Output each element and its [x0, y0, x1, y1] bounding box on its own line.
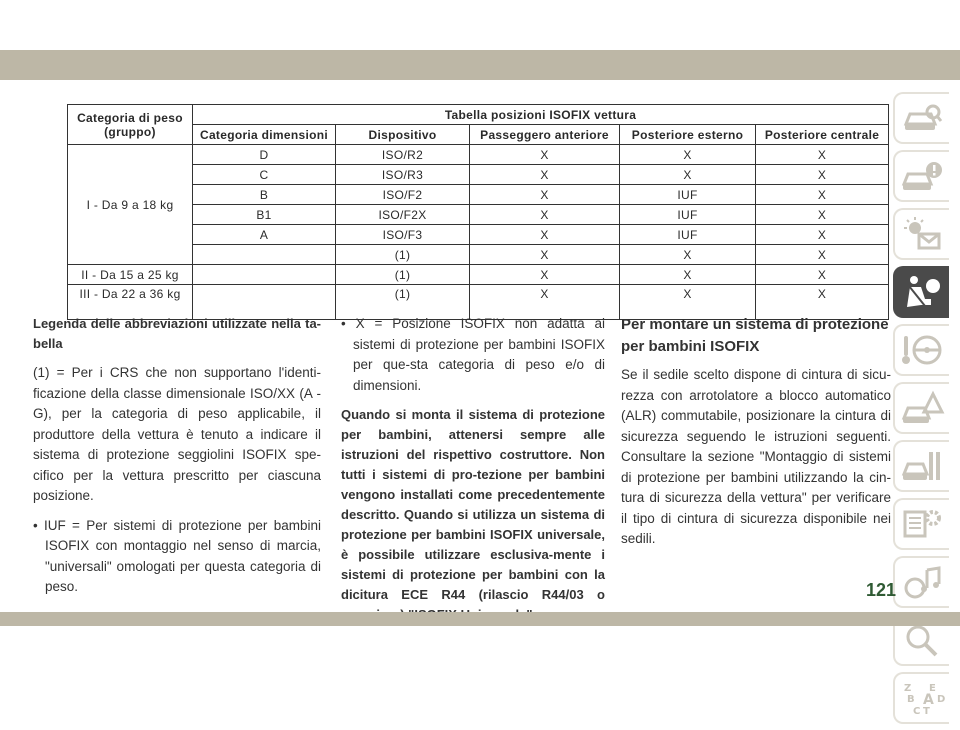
table-cell: (1)	[336, 265, 470, 285]
multimedia-icon[interactable]	[893, 556, 949, 608]
table-cell: X	[756, 225, 889, 245]
table-cell: X	[470, 185, 620, 205]
section-heading: Per montare un sistema di protezione per bambini ISOFIX	[621, 316, 889, 355]
table-cell: D	[193, 145, 336, 165]
table-cell: ISO/F2	[336, 185, 470, 205]
table-cell: X	[470, 265, 620, 285]
lights-message-icon[interactable]	[893, 208, 949, 260]
page-number: 121	[866, 580, 897, 600]
table-cell: IUF	[620, 185, 756, 205]
section-paragraph: Se il sedile scelto dispone di cintura di sicu-rezza con arrotolatore a blocco automatico (ALR) commutabile, posizionare la cintura di sicurezza seguendo le istruzioni seguenti. Consultare la sezione "Montaggio di sistemi di protezione per bambini utilizzando la cin-tura di sicurezza della vettura" per verificare il tipo di cintura di sicurezza disponibile nei sedili.	[621, 367, 891, 546]
col-header: Categoria dimensioni	[193, 125, 336, 145]
table-cell: X	[470, 225, 620, 245]
table-cell: (1)	[336, 245, 470, 265]
legend-x-bullet: • X = Posizione ISOFIX non adatta ai sistemi di protezione per bambini ISOFIX per que-sta categoria di peso e/o di dimensioni.	[341, 316, 605, 393]
table-cell: X	[756, 205, 889, 225]
table-row	[68, 265, 889, 285]
table-cell: X	[620, 285, 756, 320]
table-cell	[193, 265, 336, 285]
table-cell: ISO/F3	[336, 225, 470, 245]
roadside-warning-icon[interactable]	[893, 382, 949, 434]
header-band	[0, 50, 960, 80]
table-cell: X	[620, 145, 756, 165]
table-cell: (1)	[336, 285, 470, 320]
svg-text:C: C	[913, 706, 921, 717]
svg-text:T: T	[923, 706, 930, 717]
footer-band	[0, 612, 960, 626]
col-header: Passeggero anteriore	[470, 125, 620, 145]
index-alphabet-icon[interactable]	[893, 672, 949, 724]
group-label: III - Da 22 a 36 kg	[68, 285, 193, 320]
table-cell: X	[756, 185, 889, 205]
legend-heading: Legenda delle abbreviazioni utilizzate nella ta-bella	[33, 316, 321, 351]
table-row	[68, 145, 889, 165]
legend-iuf-bullet: • IUF = Per sistemi di protezione per bambini ISOFIX con montaggio nel senso di marcia, "universali" omologati per questa categoria di peso.	[33, 517, 321, 594]
table-cell: ISO/R2	[336, 145, 470, 165]
page-top-margin	[0, 0, 960, 50]
group-label: I - Da 9 a 18 kg	[68, 145, 193, 265]
table-cell: X	[756, 145, 889, 165]
table-cell: X	[620, 265, 756, 285]
column-left	[33, 314, 321, 607]
col-header: Posteriore esterno	[620, 125, 756, 145]
table-cell: A	[193, 225, 336, 245]
steering-key-icon[interactable]	[893, 324, 949, 376]
table-cell: IUF	[620, 225, 756, 245]
table-cell: X	[756, 165, 889, 185]
table-cell	[193, 245, 336, 265]
table-cell: X	[470, 245, 620, 265]
table-cell: X	[470, 205, 620, 225]
table-cell: B1	[193, 205, 336, 225]
seatbelt-airbag-icon[interactable]	[893, 266, 949, 318]
table-cell: X	[756, 265, 889, 285]
table-cell: X	[470, 285, 620, 320]
table-cell: X	[756, 245, 889, 265]
table-cell: X	[470, 145, 620, 165]
table-cell: ISO/R3	[336, 165, 470, 185]
table-cell: C	[193, 165, 336, 185]
table-cell: B	[193, 185, 336, 205]
car-warning-icon[interactable]	[893, 150, 949, 202]
table-cell: ISO/F2X	[336, 205, 470, 225]
legend-paragraph: (1) = Per i CRS che non supportano l'identi-ficazione della classe dimensionale ISO/XX (A - G), per la categoria di peso applicabile, il produttore della vettura è tenuto a indicare il sistema di protezione seggiolini ISOFIX spe-cifico per la vettura prescritto per ciascuna posizione.	[33, 365, 321, 503]
column-right	[621, 314, 891, 559]
warning-note: Quando si monta il sistema di protezione per bambini, attenersi sempre alle istruzioni del rispettivo costruttore. Non tutti i sistemi di pro-tezione per bambini vengono installati come precedentemente descritto. Quando si utilizza un sistema di protezione per bambini ISOFIX universale, è possibile utilizzare esclusiva-mente i sistemi di protezione per bambini con la dicitura ECE R44 (rilascio R44/03 o	[341, 407, 605, 602]
col-header: Posteriore centrale	[756, 125, 889, 145]
table-cell: X	[756, 285, 889, 320]
svg-text:Z: Z	[904, 683, 912, 694]
car-tools-icon[interactable]	[893, 440, 949, 492]
col-header: Dispositivo	[336, 125, 470, 145]
header-weight-group: Categoria di peso (gruppo)	[68, 105, 193, 145]
svg-text:A: A	[923, 692, 934, 708]
service-settings-icon[interactable]	[893, 498, 949, 550]
column-middle	[341, 314, 605, 634]
group-label: II - Da 15 a 25 kg	[68, 265, 193, 285]
isofix-table	[67, 104, 889, 320]
table-cell: X	[620, 165, 756, 185]
svg-text:D: D	[937, 694, 946, 705]
svg-text:B: B	[907, 694, 915, 705]
table-cell: X	[620, 245, 756, 265]
table-cell: IUF	[620, 205, 756, 225]
table-cell: X	[470, 165, 620, 185]
car-magnifier-icon[interactable]	[893, 92, 949, 144]
header-table-title: Tabella posizioni ISOFIX vettura	[193, 105, 889, 125]
svg-text:E: E	[929, 683, 936, 694]
chapter-sidebar	[893, 92, 949, 730]
